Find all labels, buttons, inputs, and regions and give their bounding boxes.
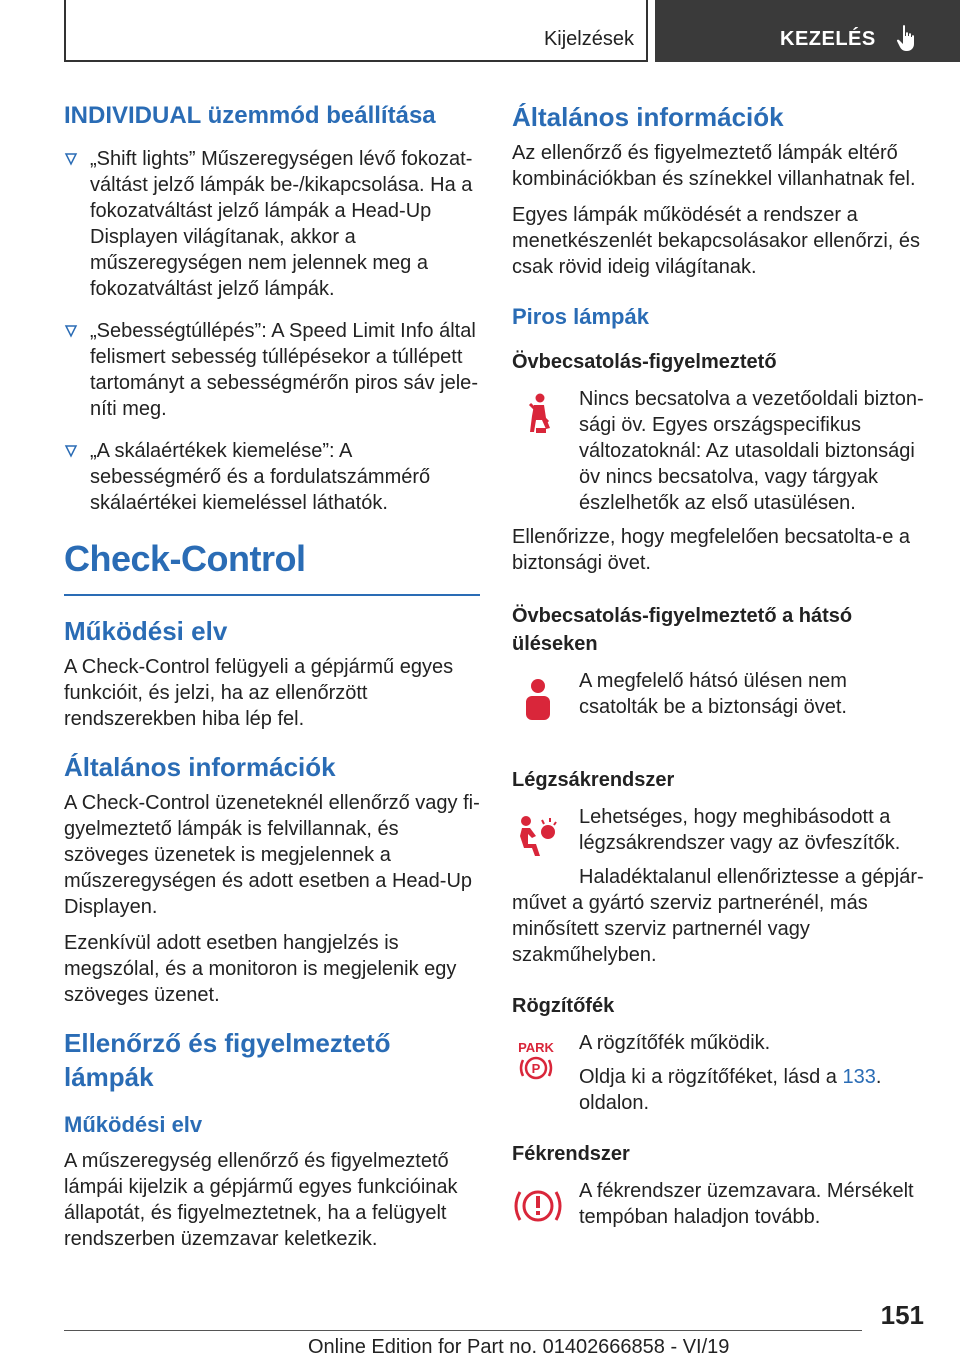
airbag-text-1: Lehetséges, hogy meghibásodott a légzsákrendszer vagy az övfeszítők. (579, 806, 901, 854)
brake-system-heading: Fékrendszer (512, 1143, 630, 1165)
rear-seatbelt-heading: Övbecsatolás-figyelmeztető a hátsó üléseken (512, 605, 853, 655)
footer-divider (64, 1330, 862, 1331)
hand-pointer-icon (895, 24, 919, 52)
general-info-right-text-2: Egyes lámpák működését a rendszer a menetkészenlét bekapcsolásakor ellenőrzi, és csak rövid ideig világítanak. (512, 204, 920, 278)
right-column (512, 100, 928, 1258)
list-item (64, 438, 480, 516)
edition-footer: Online Edition for Part no. 01402666858 - VI/19 (308, 1336, 730, 1358)
seatbelt-warning-text: Nincs becsatolva a vezetőoldali biztonsági öv. Egyes országspecifikus változatoknál: Az utasoldali biztonsági öv nincs becsatolva, vagy tárgyak észlelhetők az első utasülésen. (579, 388, 924, 514)
chapter-title: KEZELÉS (780, 28, 876, 50)
list-item-text: „Sebességtúllépés”: A Speed Limit Info által felismert sebesség túllépésekor a túllépett tartományt a sebességmérőn piros sáv jeleníti meg. (90, 320, 478, 420)
airbag-text-2: Haladéktalanul ellenőriztesse a gépjárművet a gyártó szerviz partnerénél, más minősített szerviz partnernél vagy szakműhelyben. (512, 866, 924, 966)
rear-seatbelt-text: A megfelelő hátsó ülésen nem csatolták be a biztonsági övet. (579, 670, 847, 718)
seatbelt-warning-heading: Övbecsatolás-figyelmeztető (512, 351, 777, 373)
triangle-bullet-icon (64, 444, 78, 458)
list-item-text: „A skálaértékek kiemelése”: A sebességmérő és a fordulatszámmérő skálaértékei kiemeléssel láthatók. (90, 440, 431, 514)
list-item-text: „Shift lights” Műszeregységen lévő fokozatváltást jelző lámpák be-/kikapcsolása. Ha a fokozatváltást jelző lámpák a Head-Up Displayen világítanak, akkor a műszeregységen nem jelennek meg a fokozatváltást jelző lámpák. (90, 148, 473, 300)
check-control-heading: Check-Control (64, 538, 480, 596)
individual-mode-heading: INDIVIDUAL üzemmód beállítása (64, 102, 436, 129)
section-title: Kijelzések (543, 28, 634, 50)
rear-seat-occupant-icon (516, 678, 560, 722)
parking-brake-ref-suffix: . oldalon. (579, 1066, 882, 1114)
general-info-heading-right: Általános információk (512, 102, 784, 132)
header-left-box (64, 0, 648, 62)
park-brake-p-letter: P (531, 1061, 541, 1076)
header-chapter-tab (655, 0, 960, 62)
general-info-text-1: A Check-Control üzeneteknél ellenőrző vagy figyelmeztető lámpák is felvillannak, és szöveges üzenetek is megjelennek a műszeregységen és adott esetben a Head-Up Displayen. (64, 792, 480, 918)
park-brake-label: PARK (518, 1040, 554, 1055)
red-lamps-heading: Piros lámpák (512, 304, 649, 329)
airbag-heading: Légzsákrendszer (512, 769, 675, 791)
seatbelt-check-text: Ellenőrizze, hogy megfelelően becsatolta-e a biztonsági övet. (512, 526, 911, 574)
indicator-lamps-heading: Ellenőrző és figyelmeztető lámpák (64, 1028, 391, 1092)
rear-seatbelt-item (512, 668, 928, 748)
parking-brake-item (512, 1030, 928, 1116)
parking-brake-text-2 (579, 1064, 928, 1116)
parking-brake-ref-text: Oldja ki a rögzítőféket, lásd a (579, 1066, 843, 1088)
seatbelt-warning-item (512, 386, 928, 516)
parking-brake-heading: Rögzítőfék (512, 995, 615, 1017)
brake-system-text: A fékrendszer üzemzavara. Mérsékelt tempóban haladjon tovább. (579, 1180, 914, 1228)
principle-heading: Működési elv (64, 616, 228, 646)
airbag-item (512, 804, 928, 864)
general-info-heading: Általános információk (64, 752, 336, 782)
parking-brake-text-1: A rögzítőfék működik. (579, 1032, 771, 1054)
individual-options-list (64, 146, 480, 516)
general-info-text-2: Ezenkívül adott esetben hangjelzés is megszólal, és a monitoron is megjelenik egy szöveges üzenet. (64, 932, 457, 1006)
page-reference-link[interactable]: 133 (842, 1066, 876, 1088)
principle-text: A Check-Control felügyeli a gépjármű egyes funkcióit, és jelzi, ha az ellenőrzött rendszerekben hiba lép fel. (64, 656, 454, 730)
page-number: 151 (880, 1300, 924, 1330)
seatbelt-warning-icon (516, 392, 560, 436)
triangle-bullet-icon (64, 152, 78, 166)
list-item (64, 146, 480, 302)
principle-text-2: A műszeregység ellenőrző és figyelmeztető lámpái kijelzik a gépjármű egyes funkcióinak állapotát, és figyelmeztetnek, ha a felügyelt rendszerben üzemzavar keletkezik. (64, 1150, 458, 1250)
principle-heading-2: Működési elv (64, 1112, 203, 1137)
triangle-bullet-icon (64, 324, 78, 338)
airbag-warning-icon (516, 814, 560, 858)
brake-system-item (512, 1178, 928, 1258)
left-column (64, 100, 480, 1262)
list-item (64, 318, 480, 422)
brake-warning-icon (512, 1186, 564, 1226)
general-info-right-text-1: Az ellenőrző és figyelmeztető lámpák eltérő kombinációkban és színekkel villanhatnak fel. (512, 142, 916, 190)
park-brake-icon (516, 1038, 556, 1082)
